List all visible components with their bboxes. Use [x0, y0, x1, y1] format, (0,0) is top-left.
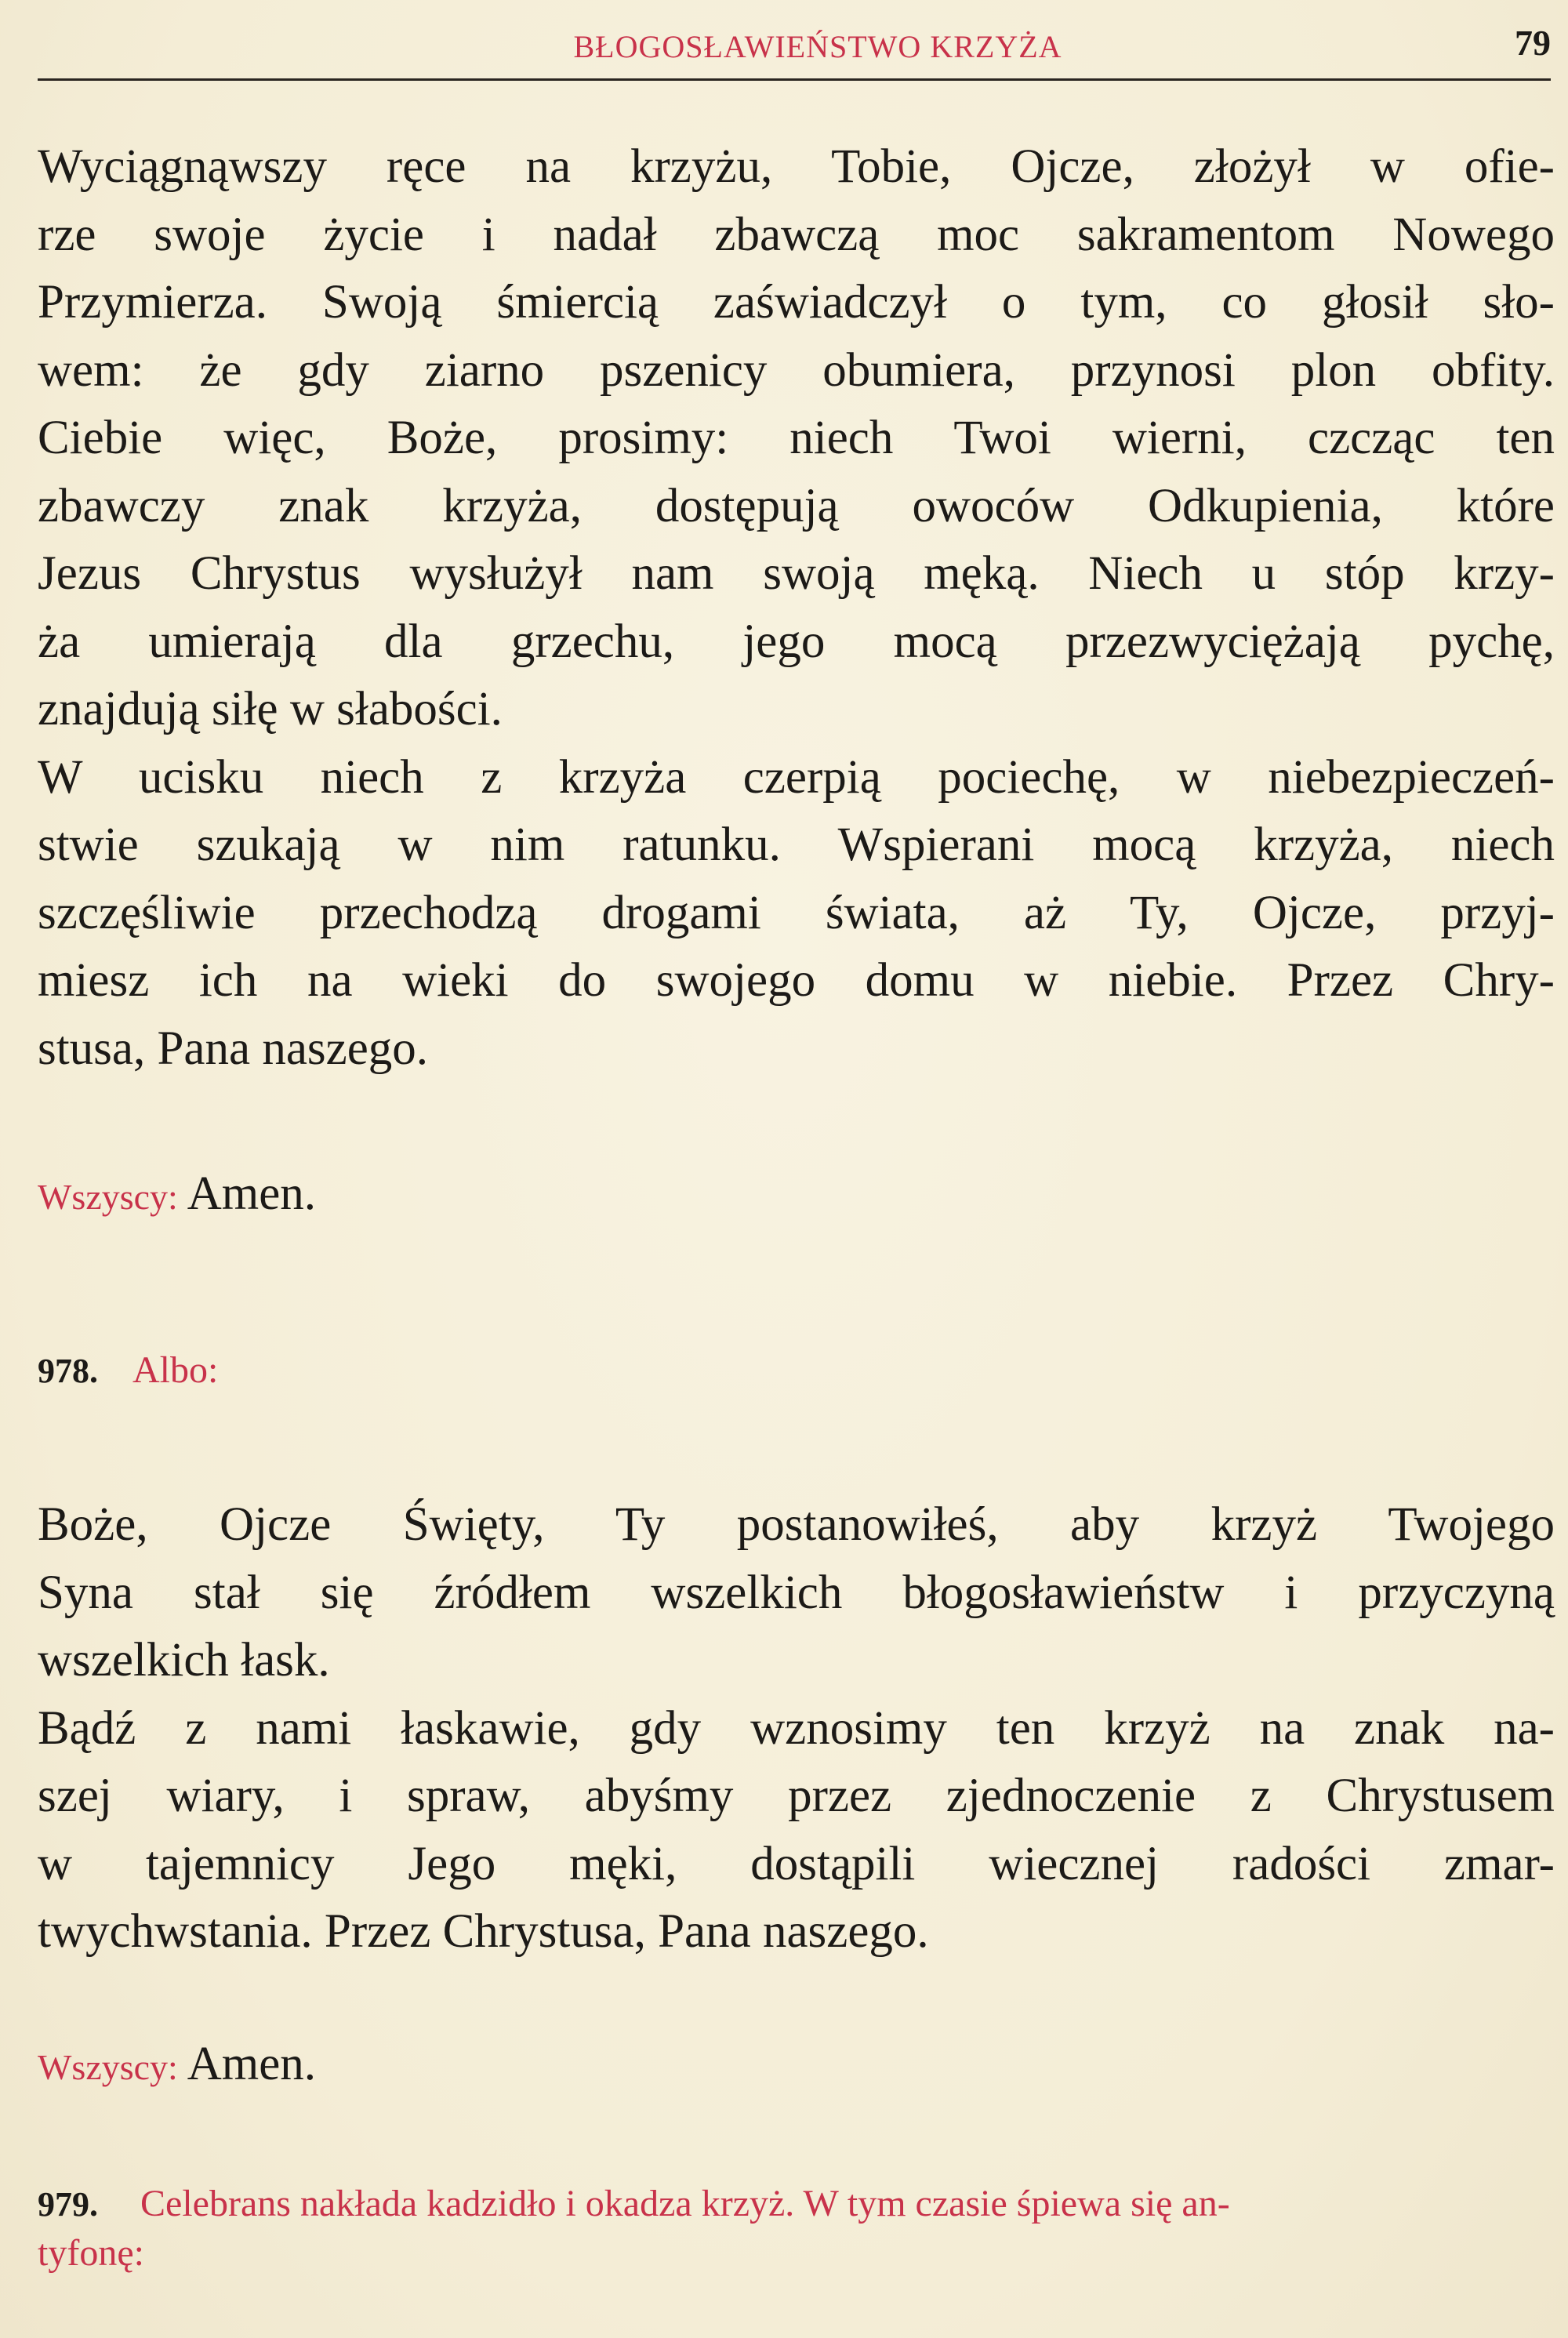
- paragraph-line: stwie szukają w nim ratunku. Wspierani mocą krzyża, niech: [38, 819, 1555, 871]
- response-amen-2: [38, 2037, 316, 2092]
- section-978-heading: [38, 1349, 218, 1392]
- paragraph-line: Ciebie więc, Boże, prosimy: niech Twoi wierni, czcząc ten: [38, 412, 1555, 464]
- paragraph-line: Przymierza. Swoją śmiercią zaświadczył o tym, co głosił sło-: [38, 276, 1555, 329]
- response-rubric: Wszyscy:: [38, 2047, 178, 2087]
- paragraph-line: Wyciągnąwszy ręce na krzyżu, Tobie, Ojcze, złożył w ofie-: [38, 140, 1555, 193]
- paragraph-line: zbawczy znak krzyża, dostępują owoców Odkupienia, które: [38, 479, 1555, 532]
- paragraph-line: stusa, Pana naszego.: [38, 1022, 429, 1075]
- page-header: [38, 22, 1551, 77]
- paragraph-line: miesz ich na wieki do swojego domu w niebie. Przez Chry-: [38, 954, 1555, 1007]
- paragraph-1: [38, 133, 1555, 1083]
- response-amen-1: [38, 1167, 316, 1222]
- paragraph-line: znajdują siłę w słabości.: [38, 683, 503, 735]
- paragraph-line: rze swoje życie i nadał zbawczą moc sakramentom Nowego: [38, 208, 1555, 261]
- page-number: 79: [1515, 23, 1551, 63]
- paragraph-line: wem: że gdy ziarno pszenicy obumiera, przynosi plon obfity.: [38, 343, 1555, 397]
- paragraph-line: ża umierają dla grzechu, jego mocą przezwyciężają pychę,: [38, 615, 1555, 668]
- paragraph-line: Boże, Ojcze Święty, Ty postanowiłeś, aby krzyż Twojego: [38, 1498, 1555, 1551]
- section-rubric: Albo:: [132, 1349, 219, 1391]
- section-rubric-line: tyfonę:: [38, 2232, 144, 2274]
- paragraph-2: [38, 1491, 1555, 1966]
- paragraph-line: szczęśliwie przechodzą drogami świata, aż Ty, Ojcze, przyj-: [38, 886, 1555, 939]
- section-979-line-1: [38, 2180, 1555, 2229]
- paragraph-line: twychwstania. Przez Chrystusa, Pana naszego.: [38, 1905, 929, 1958]
- paragraph-line: szej wiary, i spraw, abyśmy przez zjednoczenie z Chrystusem: [38, 1770, 1555, 1822]
- section-number: 979.: [38, 2185, 98, 2224]
- paragraph-line: Bądź z nami łaskawie, gdy wznosimy ten krzyż na znak na-: [38, 1701, 1555, 1755]
- section-number: 978.: [38, 1352, 98, 1390]
- paragraph-line: Jezus Chrystus wysłużył nam swoją męką. Niech u stóp krzy-: [38, 547, 1555, 600]
- response-text: Amen.: [187, 2038, 317, 2090]
- running-title: BŁOGOSŁAWIEŃSTWO KRZYŻA: [573, 29, 1062, 64]
- response-text: Amen.: [187, 1167, 317, 1220]
- section-979: [38, 2180, 1555, 2278]
- paragraph-line: W ucisku niech z krzyża czerpią pociechę, w niebezpieczeń-: [38, 750, 1555, 804]
- paragraph-line: Syna stał się źródłem wszelkich błogosławieństw i przyczyną: [38, 1566, 1555, 1619]
- section-rubric-line: Celebrans nakłada kadzidło i okadza krzyż. W tym czasie śpiewa się an-: [140, 2183, 1230, 2224]
- header-rule: [38, 78, 1551, 81]
- paragraph-line: wszelkich łask.: [38, 1634, 330, 1686]
- paragraph-line: w tajemnicy Jego męki, dostąpili wiecznej radości zmar-: [38, 1837, 1555, 1890]
- response-rubric: Wszyscy:: [38, 1177, 178, 1217]
